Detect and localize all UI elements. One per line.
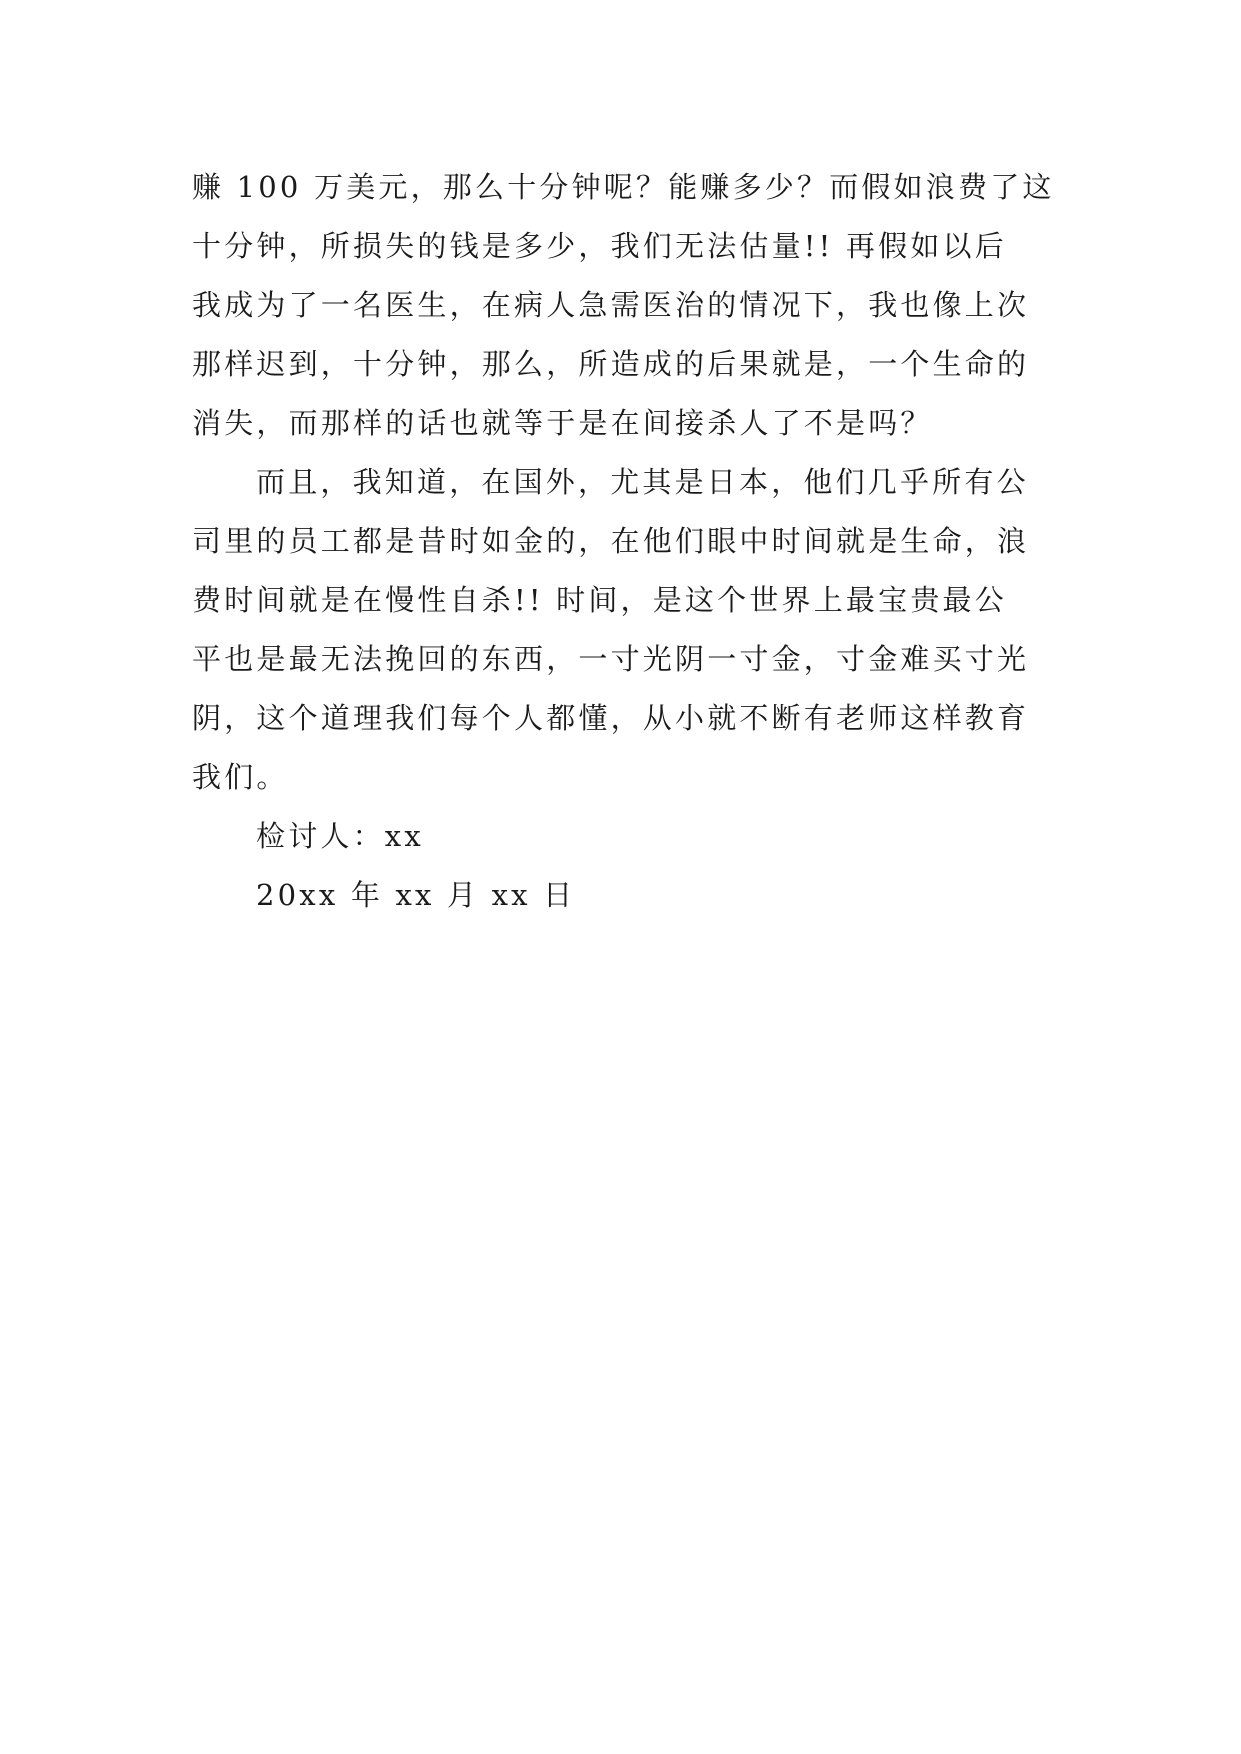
- text-line: 费时间就是在慢性自杀!! 时间，是这个世界上最宝贵最公: [192, 583, 1007, 617]
- text-line: 司里的员工都是昔时如金的，在他们眼中时间就是生命，浪: [192, 524, 1030, 558]
- signature-line: 检讨人：xx: [256, 819, 424, 853]
- paragraph-1: [192, 158, 1062, 453]
- text-line: 十分钟，所损失的钱是多少，我们无法估量!! 再假如以后: [192, 229, 1007, 263]
- text-line: 我成为了一名医生，在病人急需医治的情况下，我也像上次: [192, 288, 1030, 322]
- document-body: [192, 158, 1062, 925]
- text-line: 阴，这个道理我们每个人都懂，从小就不断有老师这样教育: [192, 701, 1030, 735]
- text-line: 那样迟到，十分钟，那么，所造成的后果就是，一个生命的: [192, 347, 1030, 381]
- text-line: 消失，而那样的话也就等于是在间接杀人了不是吗？: [192, 406, 933, 440]
- paragraph-2: [192, 453, 1062, 807]
- date-line: 20xx 年 xx 月 xx 日: [256, 878, 576, 912]
- text-line: 平也是最无法挽回的东西，一寸光阴一寸金，寸金难买寸光: [192, 642, 1030, 676]
- text-line: 赚 100 万美元，那么十分钟呢？能赚多少？而假如浪费了这: [192, 170, 1055, 204]
- text-line: 而且，我知道，在国外，尤其是日本，他们几乎所有公: [256, 465, 1029, 499]
- text-line: 我们。: [192, 760, 289, 794]
